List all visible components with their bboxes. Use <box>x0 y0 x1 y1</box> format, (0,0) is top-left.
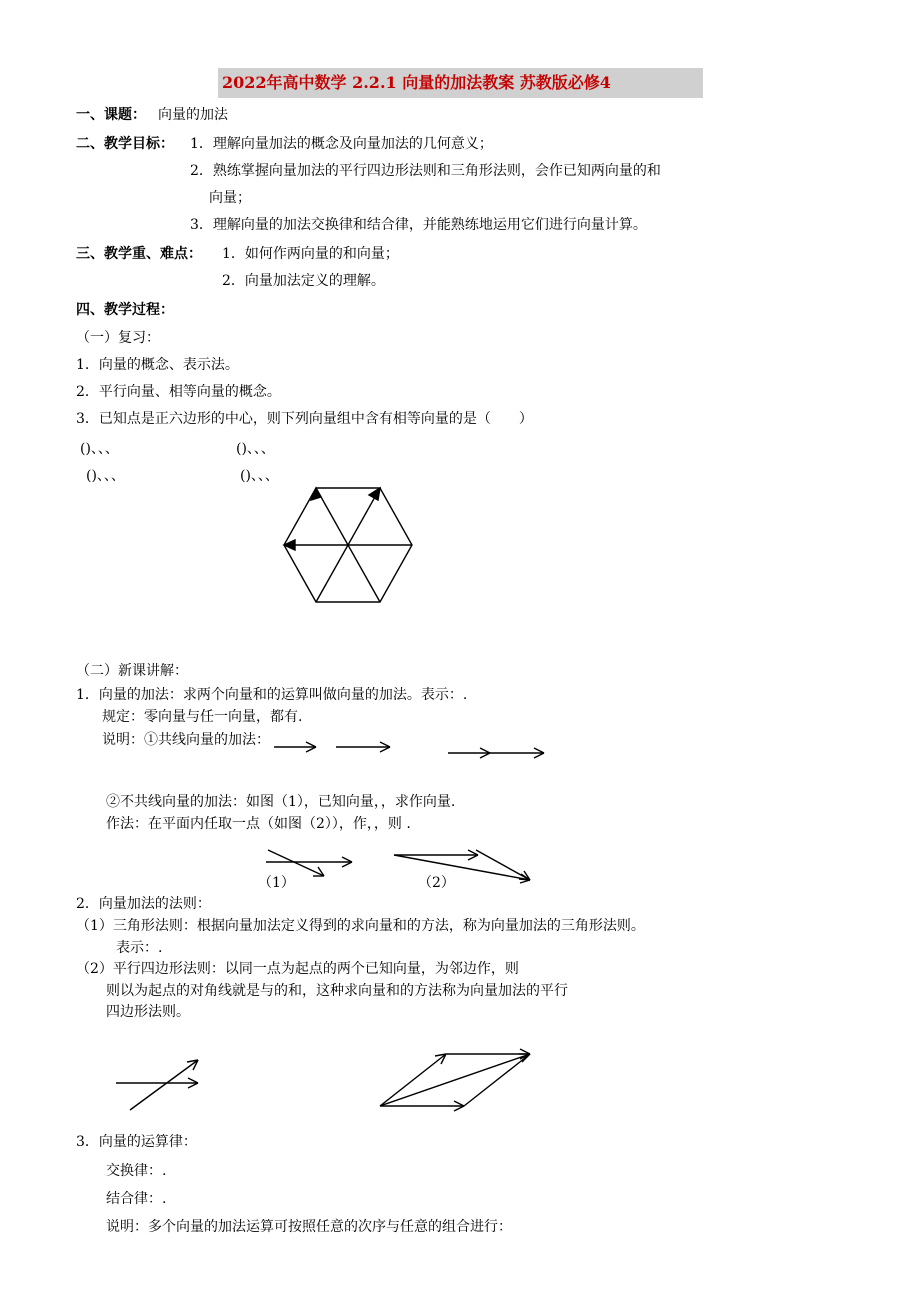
section-4-heading: 四、教学过程： <box>76 302 174 318</box>
goal-2-cont: 向量； <box>209 190 251 206</box>
figure-2 <box>394 850 530 883</box>
goal-2: 2．熟练掌握向量加法的平行四边形法则和三角形法则，会作已知两向量的和 <box>190 163 661 179</box>
lesson-p1: 1．向量的加法：求两个向量和的运算叫做向量的加法。表示：. <box>76 687 468 703</box>
option-c: ()、、、 <box>86 468 125 484</box>
triangle-rule: （1）三角形法则：根据向量加法定义得到的求向量和的方法，称为向量加法的三角形法则。 <box>76 918 645 934</box>
review-3: 3．已知点是正六边形的中心，则下列向量组中含有相等向量的是（ ） <box>76 411 533 427</box>
goal-1: 1．理解向量加法的概念及向量加法的几何意义； <box>190 136 493 152</box>
page-title: 2022年高中数学 2.2.1 向量的加法教案 苏教版必修4 <box>222 73 611 92</box>
lesson-p4: ②不共线向量的加法：如图（1），已知向量，，求作向量. <box>106 794 456 810</box>
key-point-2: 2．向量加法定义的理解。 <box>222 273 385 289</box>
parallelogram-rule: （2）平行四边形法则：以同一点为起点的两个已知向量，为邻边作，则 <box>76 961 519 977</box>
key-point-1: 1．如何作两向量的和向量； <box>222 246 399 262</box>
triangle-rule-notation: 表示：. <box>116 940 163 956</box>
figure-2-label: （2） <box>418 875 455 891</box>
hexagon-figure <box>284 488 412 602</box>
figure-1 <box>266 850 352 876</box>
associative-law: 结合律：. <box>106 1191 167 1207</box>
option-a: ()、、、 <box>80 441 119 457</box>
review-heading: （一）复习： <box>76 330 160 346</box>
lesson-p3: 说明：①共线向量的加法： <box>102 732 270 748</box>
review-1: 1．向量的概念、表示法。 <box>76 357 239 373</box>
parallelogram-rule-end: 四边形法则。 <box>106 1004 190 1020</box>
new-lesson-heading: （二）新课讲解： <box>76 663 188 679</box>
section-1-text: 向量的加法 <box>158 107 228 123</box>
collinear-vectors-figure <box>274 742 544 758</box>
commutative-law: 交换律：. <box>106 1163 167 1179</box>
option-b: ()、、、 <box>236 441 275 457</box>
section-1-heading: 一、课题： <box>76 107 146 123</box>
option-d: ()、、、 <box>240 468 279 484</box>
laws-note: 说明：多个向量的加法运算可按照任意的次序与任意的组合进行： <box>106 1219 512 1235</box>
laws-heading: 3．向量的运算律： <box>76 1134 197 1150</box>
figure-1-label: （1） <box>258 875 295 891</box>
section-2-heading: 二、教学目标： <box>76 136 174 152</box>
section-3-heading: 三、教学重、难点： <box>76 246 202 262</box>
parallelogram-figure <box>380 1049 530 1111</box>
review-2: 2．平行向量、相等向量的概念。 <box>76 384 281 400</box>
crossing-vectors-figure <box>116 1060 198 1110</box>
lesson-p2: 规定：零向量与任一向量，都有. <box>102 709 303 725</box>
lesson-p5: 作法：在平面内任取一点（如图（2）），作，，则 . <box>106 816 411 832</box>
goal-3: 3．理解向量的加法交换律和结合律，并能熟练地运用它们进行向量计算。 <box>190 217 647 233</box>
rules-heading: 2．向量加法的法则： <box>76 896 211 912</box>
parallelogram-rule-cont: 则以为起点的对角线就是与的和，这种求向量和的方法称为向量加法的平行 <box>106 983 568 999</box>
